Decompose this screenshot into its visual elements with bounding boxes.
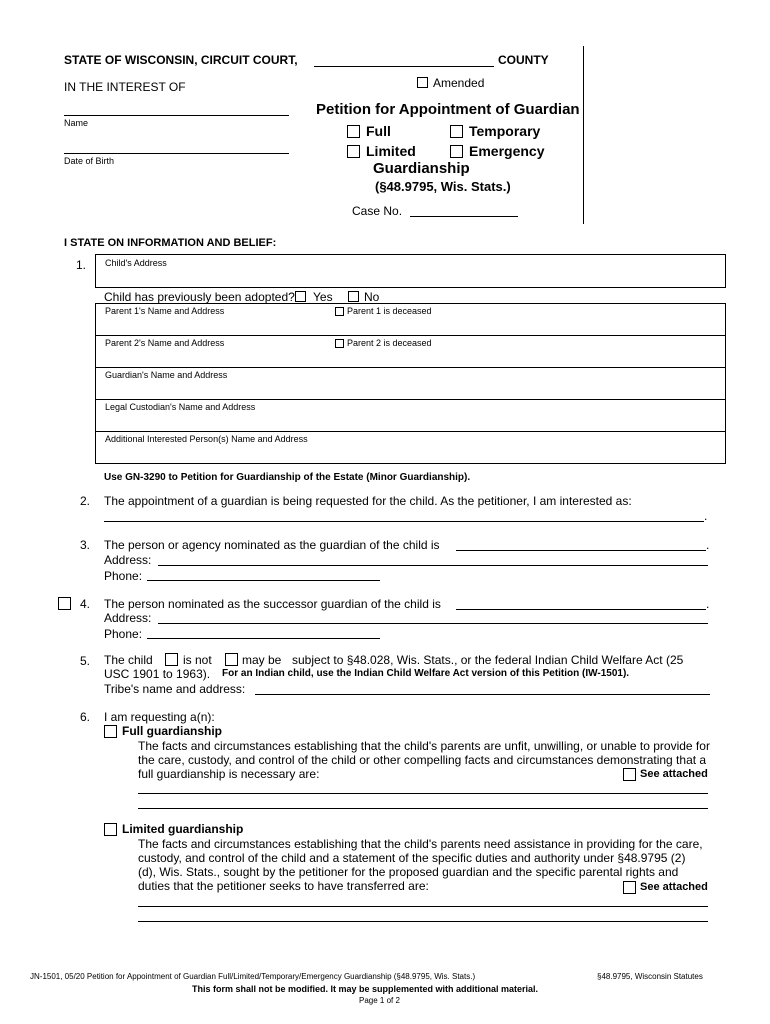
full-facts-line-1[interactable]: [138, 793, 708, 794]
limited-option-label: Limited: [366, 143, 416, 159]
item2-text: The appointment of a guardian is being requested for the child. As the petitioner, I am interested as:: [104, 494, 632, 508]
childs-address-label: Child's Address: [105, 258, 167, 268]
court-prefix: STATE OF WISCONSIN, CIRCUIT COURT,: [64, 53, 298, 67]
custodian-label: Legal Custodian's Name and Address: [105, 402, 256, 412]
item5-number: 5.: [80, 654, 91, 668]
item4-phone-field[interactable]: [147, 638, 380, 639]
interest-field[interactable]: [104, 521, 704, 522]
item3-address-label: Address:: [104, 553, 152, 567]
dob-field[interactable]: [64, 153, 289, 154]
amended-checkbox[interactable]: [417, 77, 428, 88]
item3-text: The person or agency nominated as the guardian of the child is: [104, 538, 440, 552]
full-see-attached-label: See attached: [640, 768, 708, 780]
limited-checkbox[interactable]: [347, 145, 360, 158]
full-guardianship-text: The facts and circumstances establishing that the child's parents are unfit, unwilling, or unable to provide for the care, custody, and control of the child or other compelling facts and circumstances demonstrating that a full guardianship is necessary are:: [138, 739, 710, 781]
parent2-label: Parent 2's Name and Address: [105, 338, 225, 348]
item4-address-label: Address:: [104, 611, 152, 625]
case-no-field[interactable]: [410, 216, 518, 217]
limited-guardianship-text: The facts and circumstances establishing that the child's parents need assistance in providing for the care, custody, and control of the child and a statement of the specific duties and authority under §48.9795 (2) (d), Wis. Stats., sought by the petitioner for the proposed guardian and the specific parental rights and duties that the petitioner seeks to have transferred are:: [138, 837, 703, 893]
emergency-option-label: Emergency: [469, 143, 545, 159]
item2-number: 2.: [80, 494, 91, 508]
item4-checkbox[interactable]: [58, 597, 71, 610]
full-guardianship-checkbox[interactable]: [104, 725, 117, 738]
item5-statute-text: subject to §48.028, Wis. Stats., or the federal Indian Child Welfare Act (25: [292, 653, 684, 667]
custodian-field[interactable]: [95, 400, 726, 432]
parent1-deceased-label: Parent 1 is deceased: [347, 306, 432, 316]
interested-persons-field[interactable]: [95, 432, 726, 464]
guardian-nominee-field[interactable]: [456, 550, 706, 551]
parent2-deceased-checkbox[interactable]: [335, 339, 344, 348]
guardian-label: Guardian's Name and Address: [105, 370, 228, 380]
item5-the-child: The child: [104, 653, 153, 667]
item1-number: 1.: [76, 258, 87, 272]
parent2-field[interactable]: [95, 336, 726, 368]
adopted-yes-checkbox[interactable]: [295, 291, 306, 302]
interest-label: IN THE INTEREST OF: [64, 80, 186, 94]
footer-statute: §48.9795, Wisconsin Statutes: [597, 972, 703, 981]
item6-requesting: I am requesting a(n):: [104, 710, 215, 724]
adopted-no-label: No: [364, 290, 380, 304]
limited-see-attached-checkbox[interactable]: [623, 881, 636, 894]
may-be-label: may be: [242, 653, 282, 667]
item3-number: 3.: [80, 538, 91, 552]
guardian-field[interactable]: [95, 368, 726, 400]
item5-usc: USC 1901 to 1963).: [104, 667, 211, 681]
parent1-label: Parent 1's Name and Address: [105, 306, 225, 316]
limited-guardianship-checkbox[interactable]: [104, 823, 117, 836]
item3-phone-label: Phone:: [104, 569, 143, 583]
form-statute: (§48.9795, Wis. Stats.): [375, 179, 511, 194]
section-heading: I STATE ON INFORMATION AND BELIEF:: [64, 237, 277, 249]
amended-label: Amended: [433, 76, 485, 90]
item5-icwa-note: For an Indian child, use the Indian Child Welfare Act version of this Petition (IW-1501).: [222, 668, 630, 679]
county-field[interactable]: [314, 66, 494, 67]
estate-note: Use GN-3290 to Petition for Guardianship of the Estate (Minor Guardianship).: [104, 472, 471, 483]
county-label: COUNTY: [498, 53, 549, 67]
name-label: Name: [64, 118, 89, 128]
case-no-label: Case No.: [352, 204, 403, 218]
tribe-field[interactable]: [255, 694, 710, 695]
adopted-question: Child has previously been adopted?: [104, 290, 295, 304]
interested-persons-label: Additional Interested Person(s) Name and Address: [105, 434, 308, 444]
limited-facts-line-1[interactable]: [138, 906, 708, 907]
parent1-field[interactable]: [95, 303, 726, 336]
header-divider: [583, 46, 584, 224]
full-see-attached-checkbox[interactable]: [623, 768, 636, 781]
item4-number: 4.: [80, 597, 91, 611]
item6-number: 6.: [80, 710, 91, 724]
parent1-deceased-checkbox[interactable]: [335, 307, 344, 316]
form-subtitle: Guardianship: [373, 160, 470, 177]
full-checkbox[interactable]: [347, 125, 360, 138]
item4-phone-label: Phone:: [104, 627, 143, 641]
adopted-yes-label: Yes: [313, 290, 333, 304]
adopted-no-checkbox[interactable]: [348, 291, 359, 302]
footer-page: Page 1 of 2: [359, 996, 400, 1005]
item4-text: The person nominated as the successor guardian of the child is: [104, 597, 441, 611]
may-be-checkbox[interactable]: [225, 653, 238, 666]
emergency-checkbox[interactable]: [450, 145, 463, 158]
temporary-checkbox[interactable]: [450, 125, 463, 138]
parent2-deceased-label: Parent 2 is deceased: [347, 338, 432, 348]
full-option-label: Full: [366, 123, 391, 139]
successor-nominee-field[interactable]: [456, 609, 706, 610]
full-guardianship-label: Full guardianship: [122, 724, 223, 738]
limited-facts-line-2[interactable]: [138, 921, 708, 922]
is-not-checkbox[interactable]: [165, 653, 178, 666]
item3-address-field[interactable]: [158, 565, 708, 566]
form-title: Petition for Appointment of Guardian: [316, 101, 580, 118]
tribe-label: Tribe's name and address:: [104, 682, 246, 696]
full-facts-line-2[interactable]: [138, 808, 708, 809]
temporary-option-label: Temporary: [469, 123, 541, 139]
footer-form-id: JN-1501, 05/20 Petition for Appointment of Guardian Full/Limited/Temporary/Emergency Guardianship (§48.9795, Wis. Stats.): [30, 972, 476, 981]
limited-guardianship-label: Limited guardianship: [122, 822, 244, 836]
limited-see-attached-label: See attached: [640, 881, 708, 893]
dob-label: Date of Birth: [64, 156, 115, 166]
footer-notice: This form shall not be modified. It may be supplemented with additional material.: [192, 984, 539, 994]
item3-phone-field[interactable]: [147, 580, 380, 581]
item4-address-field[interactable]: [158, 623, 708, 624]
name-field[interactable]: [64, 115, 289, 116]
childs-address-field[interactable]: [95, 254, 726, 288]
is-not-label: is not: [183, 653, 212, 667]
